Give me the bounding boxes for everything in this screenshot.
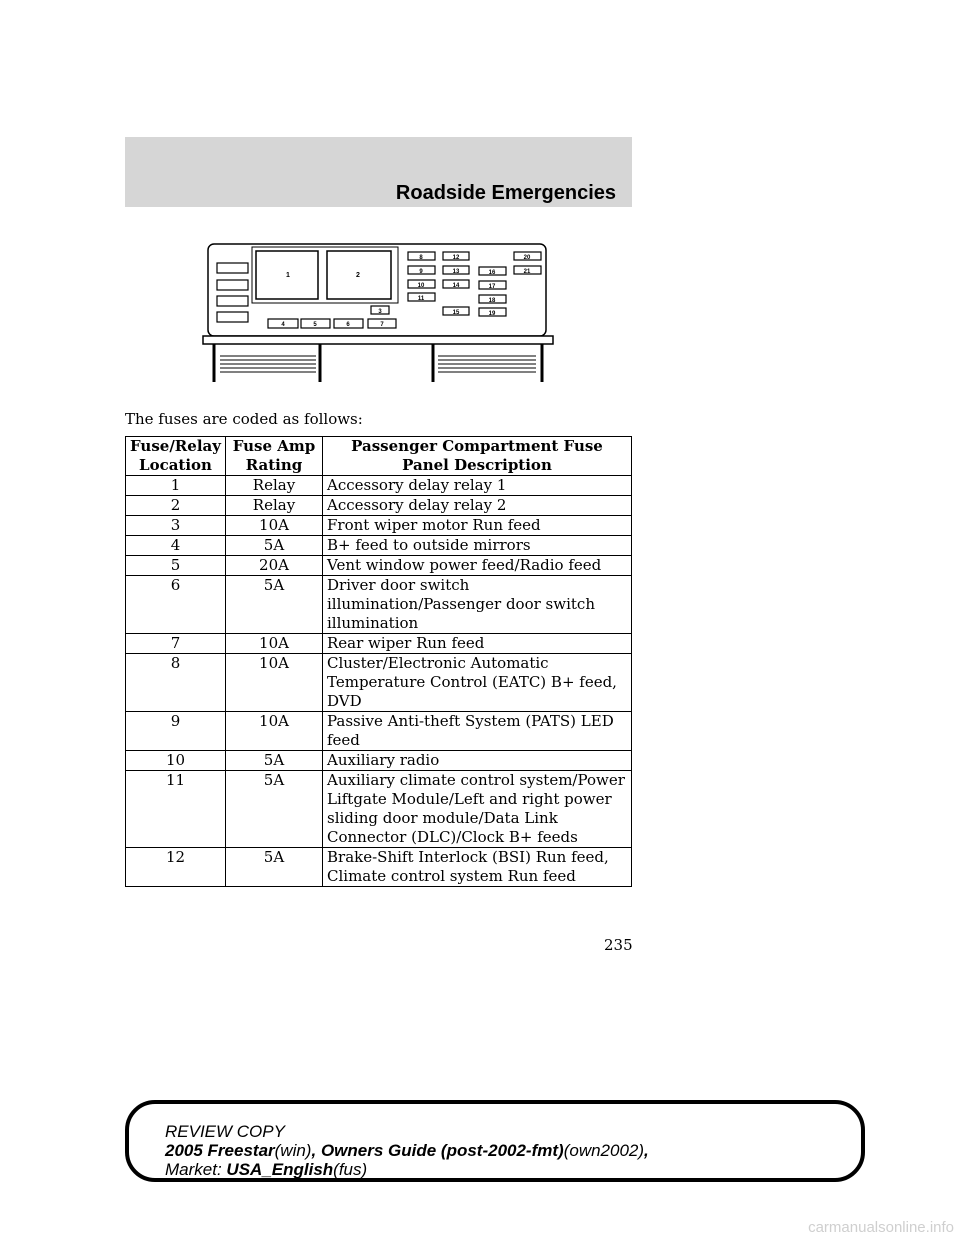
cell-description: Rear wiper Run feed xyxy=(323,634,632,654)
cell-description: Passive Anti-theft System (PATS) LED feed xyxy=(323,712,632,751)
header-description: Passenger Compartment Fuse Panel Description xyxy=(323,437,632,476)
table-row xyxy=(126,751,632,771)
cell-location: 4 xyxy=(126,536,226,556)
cell-description: Driver door switch illumination/Passenger door switch illumination xyxy=(323,576,632,634)
table-row xyxy=(126,556,632,576)
fuse-label-15: 15 xyxy=(452,310,460,316)
review-model-code: (win) xyxy=(274,1141,312,1160)
cell-location: 5 xyxy=(126,556,226,576)
fuse-label-5: 5 xyxy=(313,322,317,328)
fuse-label-10: 10 xyxy=(417,283,425,289)
fuse-label-8: 8 xyxy=(419,255,423,261)
cell-description: Vent window power feed/Radio feed xyxy=(323,556,632,576)
fuse-label-6: 6 xyxy=(346,322,350,328)
table-row xyxy=(126,771,632,848)
cell-rating: 5A xyxy=(226,536,323,556)
review-line-2 xyxy=(165,1141,649,1160)
table-row xyxy=(126,496,632,516)
review-market: USA_English xyxy=(226,1160,334,1179)
review-guide: Owners Guide (post-2002-fmt) xyxy=(320,1141,564,1160)
table-header-row xyxy=(126,437,632,476)
fuse-label-4: 4 xyxy=(281,322,285,328)
section-header-bar xyxy=(125,137,632,207)
fuse-label-11: 11 xyxy=(417,296,425,302)
table-row xyxy=(126,536,632,556)
fuse-table xyxy=(125,436,632,887)
cell-location: 8 xyxy=(126,654,226,712)
cell-rating: 5A xyxy=(226,848,323,887)
fuse-label-20: 20 xyxy=(523,255,531,261)
cell-location: 10 xyxy=(126,751,226,771)
cell-location: 1 xyxy=(126,476,226,496)
fuse-label-19: 19 xyxy=(488,311,496,317)
cell-location: 6 xyxy=(126,576,226,634)
cell-rating: 5A xyxy=(226,751,323,771)
review-market-label: Market: xyxy=(165,1160,222,1179)
fuse-panel-diagram xyxy=(200,240,560,390)
header-rating: Fuse Amp Rating xyxy=(226,437,323,476)
cell-description: Cluster/Electronic Automatic Temperature Control (EATC) B+ feed, DVD xyxy=(323,654,632,712)
fuse-label-7: 7 xyxy=(380,322,384,328)
cell-location: 11 xyxy=(126,771,226,848)
cell-rating: Relay xyxy=(226,476,323,496)
cell-description: Brake-Shift Interlock (BSI) Run feed, Climate control system Run feed xyxy=(323,848,632,887)
intro-text: The fuses are coded as follows: xyxy=(125,410,363,428)
cell-description: Auxiliary climate control system/Power Liftgate Module/Left and right power sliding door module/Data Link Connector (DLC)/Clock B+ feeds xyxy=(323,771,632,848)
cell-description: Auxiliary radio xyxy=(323,751,632,771)
fuse-label-21: 21 xyxy=(523,269,531,275)
page-number: 235 xyxy=(604,936,633,954)
fuse-label-3: 3 xyxy=(378,309,382,315)
cell-location: 7 xyxy=(126,634,226,654)
table-row xyxy=(126,712,632,751)
review-sep-1: , xyxy=(311,1141,321,1160)
watermark: carmanualsonline.info xyxy=(808,1219,954,1236)
table-row xyxy=(126,476,632,496)
cell-description: Front wiper motor Run feed xyxy=(323,516,632,536)
table-row xyxy=(126,634,632,654)
cell-location: 12 xyxy=(126,848,226,887)
review-line-3 xyxy=(165,1160,649,1179)
table-row xyxy=(126,654,632,712)
fuse-label-12: 12 xyxy=(452,255,460,261)
cell-rating: 10A xyxy=(226,654,323,712)
header-location: Fuse/Relay Location xyxy=(126,437,226,476)
cell-description: B+ feed to outside mirrors xyxy=(323,536,632,556)
table-row xyxy=(126,848,632,887)
review-guide-code: (own2002) xyxy=(563,1141,645,1160)
review-year-model: 2005 Freestar xyxy=(165,1141,275,1160)
fuse-label-13: 13 xyxy=(452,269,460,275)
cell-description: Accessory delay relay 1 xyxy=(323,476,632,496)
cell-location: 2 xyxy=(126,496,226,516)
section-title: Roadside Emergencies xyxy=(395,182,616,204)
cell-rating: 10A xyxy=(226,516,323,536)
fuse-label-9: 9 xyxy=(419,269,423,275)
fuse-label-14: 14 xyxy=(452,283,460,289)
review-copy-text xyxy=(165,1122,649,1179)
review-line-1: REVIEW COPY xyxy=(165,1122,285,1141)
cell-rating: 20A xyxy=(226,556,323,576)
cell-description: Accessory delay relay 2 xyxy=(323,496,632,516)
relay-1-label: 1 xyxy=(286,272,290,279)
fuse-label-18: 18 xyxy=(488,298,496,304)
cell-rating: 10A xyxy=(226,634,323,654)
cell-rating: 5A xyxy=(226,576,323,634)
relay-2-label: 2 xyxy=(356,272,360,279)
fuse-label-16: 16 xyxy=(488,270,496,276)
cell-rating: Relay xyxy=(226,496,323,516)
fuse-label-17: 17 xyxy=(488,284,496,290)
table-row xyxy=(126,516,632,536)
table-row xyxy=(126,576,632,634)
cell-rating: 10A xyxy=(226,712,323,751)
review-market-code: (fus) xyxy=(333,1160,368,1179)
cell-location: 3 xyxy=(126,516,226,536)
cell-rating: 5A xyxy=(226,771,323,848)
review-sep-2: , xyxy=(644,1141,649,1160)
cell-location: 9 xyxy=(126,712,226,751)
